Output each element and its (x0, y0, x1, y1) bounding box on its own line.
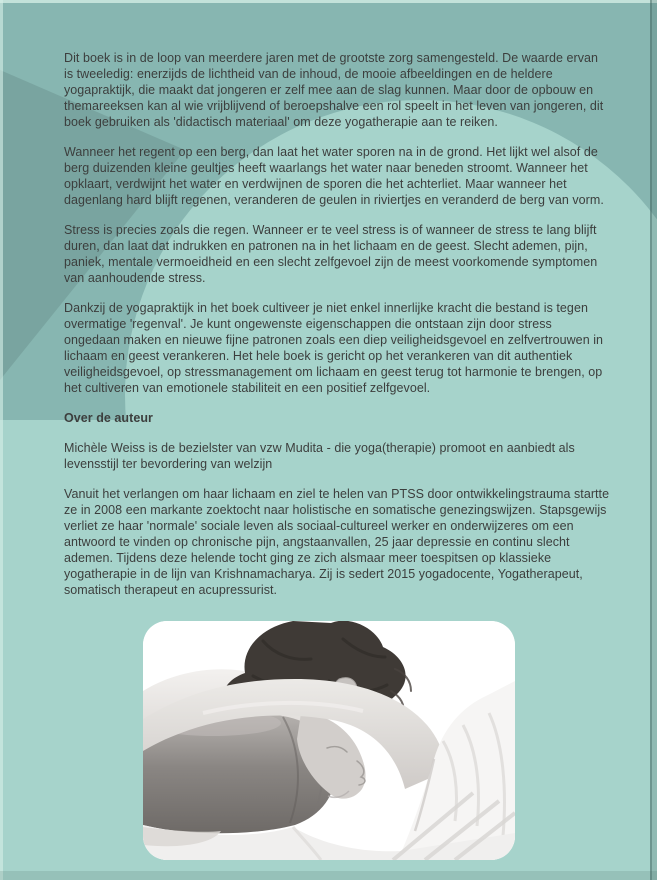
author-paragraph: Vanuit het verlangen om haar lichaam en ziel te helen van PTSS door ontwikkelingstrauma startte ze in 2008 een markante zoektocht naar holistische en somatische genezingswijzen. Stapsgewijs verliet ze haar 'normale' sociale leven als sociaal-cultureel werker en onderwijzeres om een antwoord te vinden op chronische pijn, angstaanvallen, 25 jaar depressie en continu slecht ademen. Tijdens deze helende tocht ging ze zich alsmaar meer toespitsen op klassieke yogatherapie in de lijn van Krishnamacharya. Zij is sedert 2015 yogadocente, Yogatherapeut, somatisch therapeut en acupressurist. (64, 487, 610, 597)
page-edge-bottom (0, 871, 657, 880)
yoga-bolster-photo (143, 621, 515, 860)
body-paragraph: Dankzij de yogapraktijk in het boek cultiveer je niet enkel innerlijke kracht die bestand is tegen overmatige 'regenval'. Je kunt ongewenste eigenschappen die ontstaan zijn door stress ongedaan maken en nieuwe fijne patronen zoals een diep veiligheidsgevoel en zelfvertrouwen in lichaam en geest verankeren. Het hele boek is gericht op het verankeren van dit authentiek veiligheidsgevoel, op stressmanagement om lichaam en geest terug tot harmonie te brengen, op het cultiveren van emotionele stabiliteit en een positief zelfgevoel. (64, 301, 604, 395)
body-paragraph: Wanneer het regent op een berg, dan laat het water sporen na in de grond. Het lijkt wel alsof de berg duizenden kleine geultjes heeft waarlangs het water naar beneden stroomt. Wanneer het opklaart, verdwijnt het water en verdwijnen de sporen die het achterliet. Maar wanneer het dagenlang hard blijft regenen, veranderen de geulen in riviertjes en veranderd de berg van vorm. (64, 145, 604, 207)
text-block (64, 50, 610, 612)
body-paragraph: Stress is precies zoals die regen. Wanneer er te veel stress is of wanneer de stress te lang blijft duren, dan laat dat indrukken en patronen na in het lichaam en de geest. Slecht ademen, pijn, paniek, mentale vermoeidheid en een slecht zelfgevoel zijn de meest voorkomende symptomen van aanhoudende stress. (64, 223, 598, 285)
body-paragraph: Dit boek is in de loop van meerdere jaren met de grootste zorg samengesteld. De waarde ervan is tweeledig: enerzijds de lichtheid van de inhoud, de mooie afbeeldingen en de heldere yogapraktijk, die maakt dat jongeren er zelf mee aan de slag kunnen. Maar door de opbouw en themareeksen kan al wie vrijblijvend of beroepshalve een rol speelt in het leven van jongeren, dit boek gebruiken als 'didactisch materiaal' om deze yogatherapie aan te reiken. (64, 51, 604, 129)
author-paragraph: Michèle Weiss is de bezielster van vzw Mudita - die yoga(therapie) promoot en aanbiedt als levensstijl ter bevordering van welzijn (64, 441, 575, 471)
page-edge-right (650, 0, 657, 880)
yoga-bolster-photo-graphic (143, 621, 515, 860)
page-edge-left (0, 0, 3, 880)
author-section-heading: Over de auteur (64, 411, 153, 425)
page-edge-top (0, 0, 657, 3)
